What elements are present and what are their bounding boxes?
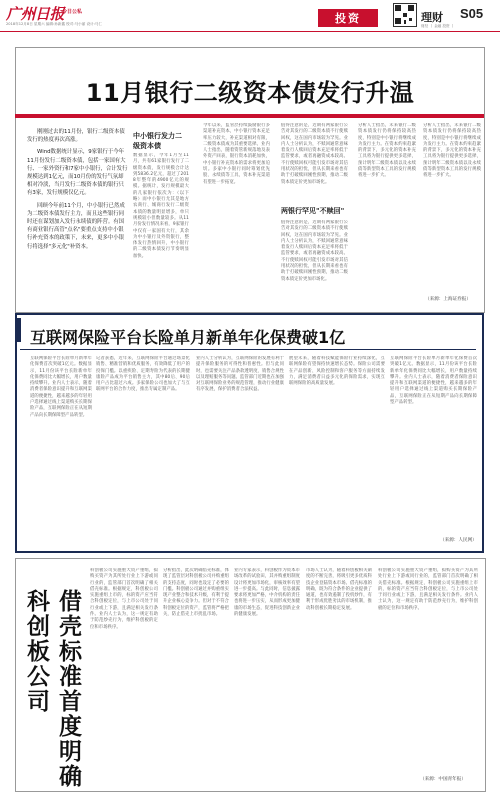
- section-sub: 财经 丨 金融 投资 丨: [421, 24, 455, 28]
- article1-body-col5: 分析人士指出，未来银行二级资本债发行仍将保持较高热度，特别是中小银行将继续成为发行主力。在资本约束趋紧的背景下，多元化的资本补充工具将为银行提供更多选择，预计明年二级资本债以及永续债等新型资本工具的发行规模将进一步扩大。: [423, 123, 481, 179]
- qr-code-icon: [393, 3, 417, 27]
- section-tag: 投资: [318, 9, 378, 27]
- article1-body-col2: 今年以来，监管层持续鼓励银行多渠道补充资本，中小银行资本充足率压力较大，补充渠道相对有限，二级资本债成为其重要选择。业内人士指出，随着资管新规落地及表外资产回表，银行资本消耗加快，中小银行补充资本的需求将更加迫切。多家中小银行同时筹划优先股、永续债等工具，资本补充渠道有望进一步拓宽。: [203, 123, 270, 185]
- article3-body-col5: 科创板公司实施重大资产重组，拟购买资产为其所处行业上下游或同行业的，监管部门首次明确了相关借壳标准。根据规定，科创板公司实施重组上市的，标的资产应当符合科创板定位，与上市公司处于同行业或上下游，且满足相关发行条件。业内人士认为，这一规定有助于防范炒壳行为，维护科创板的定位和市场秩序。: [378, 568, 478, 611]
- article2-rule: [20, 349, 476, 350]
- title-underline: [15, 114, 484, 118]
- section-name: 理财: [421, 11, 443, 24]
- article1-body-col4: 分析人士指出，未来银行二级资本债发行仍将保持较高热度，特别是中小银行将继续成为发行主力。在资本约束趋紧的背景下，多元化的资本补充工具将为银行提供更多选择，预计明年二级资本债以及永续债等新型资本工具的发行规模将进一步扩大。: [358, 123, 416, 179]
- article1-body-col1: 数据显示，今年1月至11月，共有61家银行发行了二级资本债，发行规模合计达到5836.2亿元，超过了2018年整年的4900亿元的规模。据统计，发行规模最大的几家银行依次为：（以下略）而中小银行尤其是地方农商行、城商行发行二级资本债的数量明显增多，单只规模较小但数量较多。从11月份发行情况来看，9家银行中仅有一家国有大行，其余为中小银行及外资银行，整体发行热情回升，中小银行的二级资本债发行节奏明显加快。: [133, 153, 189, 259]
- dateline: 2018年12月8日 星期六 编辑:孙新鑫 校对:马小丽 设计:马仁: [6, 22, 103, 26]
- article2-body-col3: 业内人士分析认为，互联网保险的发展有利于提升保险服务的可得性和普惠性。但与此同时，也需要关注产品条款透明度、销售合规性以及理赔服务等问题。监管部门近期也在加强对互联网保险业务的规范管理，推动行业健康有序发展，保护消费者合法权益。: [196, 356, 284, 393]
- article3-source: （来源：中国青年报）: [420, 777, 466, 782]
- newspaper-logo: 广州日报: [6, 5, 65, 23]
- newspaper-sub: 今日公私: [62, 9, 83, 15]
- article2-title-bar: [17, 318, 21, 342]
- article3-body-col1: 科创板公司实施重大资产重组，拟购买资产为其所处行业上下游或同行业的，监管部门首次明确了相关借壳标准。根据规定，科创板公司实施重组上市的，标的资产应当符合科创板定位，与上市公司处于同行业或上下游，且满足相关发行条件。业内人士认为，这一规定有助于防范炒壳行为，维护科创板的定位和市场秩序。: [90, 568, 158, 630]
- article2-body-col5: 互联网保险平台长险单月新单年化保费首次突破1亿元。数据显示，11月份该平台长险新单年化保费同比大幅增长，用户数量持续攀升。业内人士表示，随着消费者保险意识提升和互联网渠道的便捷性，越来越多的年轻用户选择通过线上渠道购买长期保险产品，互联网保险正在从短期产品向长期保障型产品转型。: [390, 356, 477, 406]
- article1-subhead: [133, 131, 188, 151]
- article2-body-col4: 展望未来，随着科技赋能保险行业持续深化，互联网保险有望保持快速增长态势。保险公司需要在产品创新、风险控制和客户服务等方面持续发力，满足消费者日益多元化的保险需求，实现互联网保险的高质量发展。: [289, 356, 385, 387]
- article1-body-col3b: 值得注意的是，近期有两家银行公告对其发行的二级资本债不行使赎回权，这在国内市场较为罕见。业内人士分析认为，不赎回通常意味着发行人赎回后资本充足率将低于监管要求，或者再融资成本较高。不行使赎回权可能引发市场对其信用状况的担忧，但从长期来看也有助于打破赎回刚性预期，推动二级资本债定价更加市场化。: [281, 220, 348, 282]
- article2-title: 互联网保险平台长险单月新单年化保费破1亿: [30, 328, 346, 347]
- article3-title-left: 科创板公司: [27, 589, 50, 715]
- article3-title: 借壳标准首度明确: [59, 589, 82, 790]
- article2-body-col1: 互联网保险平台长险单月新单年化保费首次突破1亿元。数据显示，11月份该平台长险新单年化保费同比大幅增长，用户数量持续攀升。业内人士表示，随着消费者保险意识提升和互联网渠道的便捷性，越来越多的年轻用户选择通过线上渠道购买长期保险产品，互联网保险正在从短期产品向长期保障型产品转型。: [30, 356, 92, 418]
- article1-body-col3: 值得注意的是，近期有两家银行公告对其发行的二级资本债不行使赎回权，这在国内市场较为罕见。业内人士分析认为，不赎回通常意味着发行人赎回后资本充足率将低于监管要求，或者再融资成本较高。不行使赎回权可能引发市场对其信用状况的担忧，但从长期来看也有助于打破赎回刚性预期，推动二级资本债定价更加市场化。: [281, 123, 348, 185]
- header-rule: [0, 31, 500, 32]
- summary-paragraph: 回顾今年前11个月，中小银行已然成为二级资本债发行主力，而且这些银行同时还在谋划加入发行永续债的阵营。有国有商业银行高管"点名"要重点支持中小银行补充资本的政策下，未来，更多中小银行将选择"多元化"补资本。: [27, 202, 125, 250]
- article1-title: 11月银行二级资本债发行升温: [85, 79, 415, 107]
- article2-source: （来源：人民网）: [440, 538, 477, 543]
- article3-body-col4: 市场人士认为，随着科创板相关制度的不断完善，将吸引更多优质科技企业登陆资本市场。借壳标准的明确，既为符合条件的企业提供了通道，也有效遏制了投机炒作，有利于形成优胜劣汰的市场机制，推动科创板长期稳定发展。: [306, 568, 372, 611]
- article1-summary: [27, 128, 128, 255]
- page-number: S05: [460, 6, 484, 21]
- article1-box-title: 两银行罕见"不赎回": [281, 207, 345, 215]
- article1-source: （来源：上海证券报）: [425, 297, 471, 302]
- summary-paragraph: 刚刚过去的11月份，银行二级资本债发行的热度再次高涨。: [27, 129, 125, 144]
- article3-body-col2: 分析指出，此次明确借壳标准，体现了监管层对科创板公司并购重组的支持态度，同时也设定了必要的门槛。科创板公司通过并购重组实现产业整合和技术升级，有利于提升企业核心竞争力。但对于不符合科创板定位的资产，监管将严格把关，防止借壳上市扰乱市场。: [163, 568, 229, 618]
- summary-paragraph: Wind数据统计显示，9家银行于今年11月份发行二级资本债，包括一家国有大行、一家外资行和7家中小银行，合计发行规模达到1亿元，而10月份的发行气氛却相对冷淡，当月发行二级资本债的银行只有3家，发行规模仅亿元。: [27, 149, 128, 197]
- article2-body-col2: 记者获悉，近年来，互联网保险平台通过场景化销售、精准营销和优质服务，有效降低了用户的投保门槛。以重疾险、定期寿险为代表的长期健康险产品成为平台销售主力，其中80后、90后用户占比超过六成。多家保险公司也加大了与互联网平台的合作力度，推出专属定制产品。: [96, 356, 190, 393]
- subhead-text: 中小银行发力二级资本债: [133, 132, 182, 150]
- article3-body-col3: 业内专家表示，科创板作为资本市场改革的试验田，其并购重组制度设计将更加市场化，审核效率有望进一步提高。与此同时，信息披露要求将更加严格，中介机构的责任也将进一步压实，从而形成更加健康的市场生态，促进科技创新企业的健康发展。: [234, 568, 300, 618]
